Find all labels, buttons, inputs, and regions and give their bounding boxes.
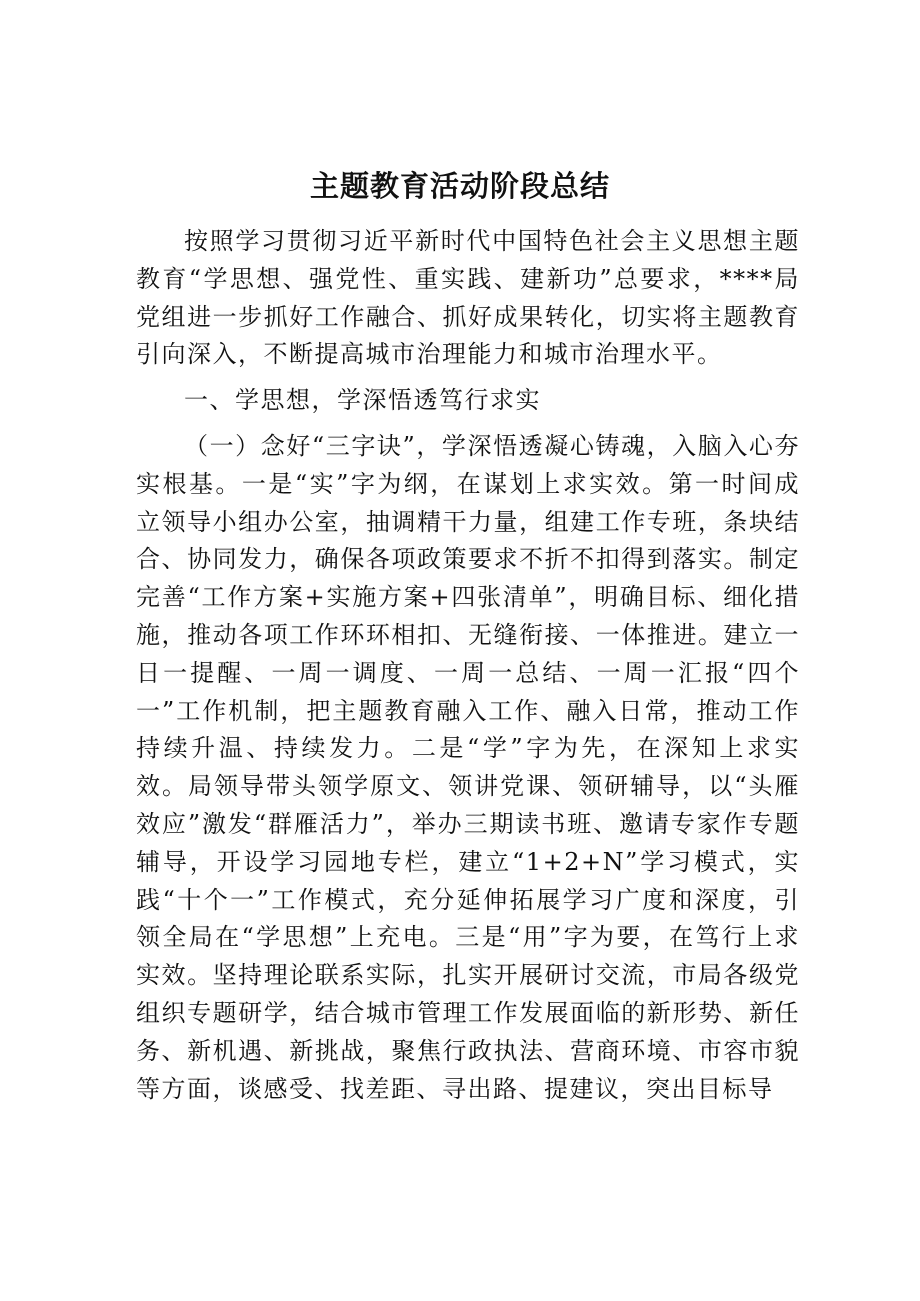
paragraph-gap <box>136 420 800 428</box>
section-heading-1: 一、学思想，学深悟透笃行求实 <box>184 386 541 415</box>
document-body <box>136 223 800 1108</box>
section-1-paragraph-1: （一）念好“三字诀”，学深悟透凝心铸魂，入脑入心夯实根基。一是“实”字为纲，在谋划上求实效。第一时间成立领导小组办公室，抽调精干力量，组建工作专班，条块结合、协同发力，确保各项政策要求不折不扣得到落实。制定完善“工作方案+实施方案+四张清单”，明确目标、细化措施，推动各项工作环环相扣、无缝衔接、一体推进。建立一日一提醒、一周一调度、一周一总结、一周一汇报“四个一”工作机制，把主题教育融入工作、融入日常，推动工作持续升温、持续发力。二是“学”字为先，在深知上求实效。局领导带头领学原文、领讲党课、领研辅导，以“头雁效应”激发“群雁活力”，举办三期读书班、邀请专家作专题辅导，开设学习园地专栏，建立“1+2+N”学习模式，实践“十个一”工作模式，充分延伸拓展学习广度和深度，引领全局在“学思想”上充电。三是“用”字为要，在笃行上求实效。坚持理论联系实际，扎实开展研讨交流，市局各级党组织专题研学，结合城市管理工作发展面临的新形势、新任务、新机遇、新挑战，聚焦行政执法、营商环境、市容市貌等方面，谈感受、找差距、寻出路、提建议，突出目标导 <box>136 431 800 1103</box>
document-title: 主题教育活动阶段总结 <box>309 169 610 203</box>
paragraph-gap <box>136 374 800 382</box>
intro-paragraph: 按照学习贯彻习近平新时代中国特色社会主义思想主题教育“学思想、强党性、重实践、建新功”总要求，****局党组进一步抓好工作融合、抓好成果转化，切实将主题教育引向深入，不断提高城市治理能力和城市治理水平。 <box>136 227 800 369</box>
